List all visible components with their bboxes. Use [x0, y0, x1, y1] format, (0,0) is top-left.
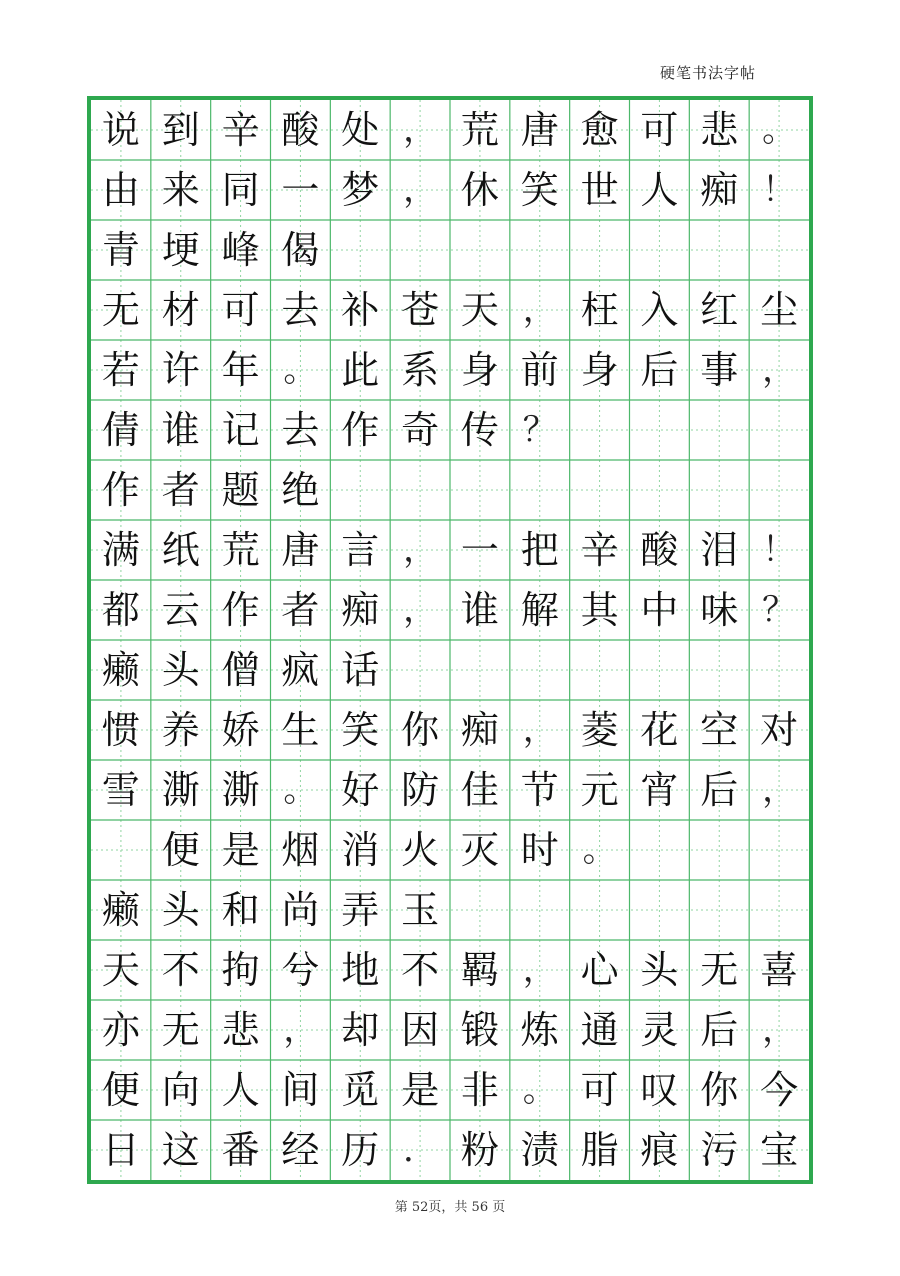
grid-character: 笑	[520, 168, 559, 212]
grid-character: 后	[700, 768, 739, 812]
grid-character: 非	[460, 1068, 499, 1112]
grid-character: 来	[161, 168, 200, 212]
copybook-line	[91, 400, 809, 460]
grid-character: 好	[341, 768, 380, 812]
grid-character: 便	[161, 828, 200, 872]
grid-character: 峰	[221, 228, 260, 272]
grid-cell-empty	[630, 640, 690, 700]
grid-cell-empty	[689, 460, 749, 520]
grid-character: 污	[700, 1128, 739, 1172]
grid-cell-empty	[91, 820, 151, 880]
grid-cell-empty	[390, 220, 450, 280]
grid-character: 澌	[221, 768, 260, 812]
grid-character: 是	[221, 828, 260, 872]
grid-character: 辛	[221, 108, 260, 152]
grid-cell-empty	[749, 640, 809, 700]
grid-character: 作	[221, 588, 260, 632]
grid-character: 羁	[460, 948, 499, 992]
grid-character: ？	[762, 590, 797, 630]
grid-cell-empty	[689, 820, 749, 880]
grid-character: 今	[760, 1068, 799, 1112]
grid-character: 疯	[281, 648, 320, 692]
grid-character: 泪	[700, 528, 739, 572]
grid-character: 叹	[640, 1068, 679, 1112]
grid-character: 。	[522, 1070, 557, 1110]
grid-character: 天	[101, 948, 140, 992]
grid-character: 谁	[460, 588, 499, 632]
grid-character: 向	[161, 1068, 200, 1112]
grid-cell-empty	[510, 880, 570, 940]
grid-character: 可	[640, 108, 679, 152]
grid-character: 言	[341, 528, 380, 572]
grid-character: 奇	[401, 408, 440, 452]
grid-character: 弄	[341, 888, 380, 932]
writing-grid	[87, 96, 813, 1184]
grid-character: 题	[221, 468, 260, 512]
grid-character: 若	[101, 348, 140, 392]
copybook-line	[91, 880, 809, 940]
grid-character: 枉	[580, 288, 619, 332]
grid-character: 粉	[460, 1128, 499, 1172]
grid-character: 不	[161, 948, 200, 992]
grid-character: 日	[101, 1128, 140, 1172]
grid-character: 间	[281, 1068, 320, 1112]
grid-character: 脂	[580, 1128, 619, 1172]
copybook-line	[91, 760, 809, 820]
grid-character: 入	[640, 288, 679, 332]
grid-character: ，	[403, 590, 438, 630]
grid-character: 后	[640, 348, 679, 392]
grid-character: 无	[161, 1008, 200, 1052]
grid-cell-empty	[570, 400, 630, 460]
grid-character: 偈	[281, 228, 320, 272]
grid-character: 中	[640, 588, 679, 632]
grid-character: 愈	[580, 108, 619, 152]
grid-character: 花	[640, 708, 679, 752]
grid-character: 你	[700, 1068, 739, 1112]
copybook-line	[91, 820, 809, 880]
grid-text-area	[91, 100, 809, 1180]
grid-cell-empty	[450, 640, 510, 700]
grid-character: 天	[460, 288, 499, 332]
grid-cell-empty	[510, 460, 570, 520]
grid-cell-empty	[630, 400, 690, 460]
grid-character: 处	[341, 108, 380, 152]
grid-character: 作	[341, 408, 380, 452]
grid-character: 你	[401, 708, 440, 752]
grid-cell-empty	[749, 820, 809, 880]
grid-character: 。	[762, 110, 797, 150]
grid-character: 把	[520, 528, 559, 572]
copybook-line	[91, 220, 809, 280]
grid-cell-empty	[390, 460, 450, 520]
copybook-line	[91, 520, 809, 580]
grid-character: 和	[221, 888, 260, 932]
grid-character: 倩	[101, 408, 140, 452]
grid-character: 酸	[281, 108, 320, 152]
grid-character: 养	[161, 708, 200, 752]
grid-character: 无	[700, 948, 739, 992]
copybook-line	[91, 460, 809, 520]
grid-character: 绝	[281, 468, 320, 512]
grid-character: ．	[403, 1130, 438, 1170]
grid-character: 身	[460, 348, 499, 392]
copybook-line	[91, 280, 809, 340]
copybook-line	[91, 1000, 809, 1060]
copybook-line	[91, 640, 809, 700]
grid-character: 头	[640, 948, 679, 992]
copybook-line	[91, 160, 809, 220]
grid-character: 埂	[161, 228, 200, 272]
grid-character: ，	[762, 1010, 797, 1050]
grid-character: 痴	[460, 708, 499, 752]
grid-character: 纸	[161, 528, 200, 572]
grid-character: 者	[281, 588, 320, 632]
grid-character: 辛	[580, 528, 619, 572]
grid-character: 头	[161, 888, 200, 932]
grid-character: 番	[221, 1128, 260, 1172]
grid-character: 笑	[341, 708, 380, 752]
grid-character: 由	[101, 168, 140, 212]
grid-cell-empty	[689, 640, 749, 700]
grid-cell-empty	[450, 460, 510, 520]
copybook-line	[91, 100, 809, 160]
grid-character: ，	[522, 290, 557, 330]
grid-character: 补	[341, 288, 380, 332]
grid-character: ，	[522, 710, 557, 750]
grid-character: 灭	[460, 828, 499, 872]
grid-character: 同	[221, 168, 260, 212]
grid-character: 不	[401, 948, 440, 992]
grid-cell-empty	[570, 460, 630, 520]
grid-character: 酸	[640, 528, 679, 572]
grid-character: 时	[520, 828, 559, 872]
grid-character: 年	[221, 348, 260, 392]
grid-character: 事	[700, 348, 739, 392]
grid-character: 谁	[161, 408, 200, 452]
grid-character: 材	[161, 288, 200, 332]
grid-character: ，	[283, 1010, 318, 1050]
grid-character: 。	[283, 770, 318, 810]
grid-character: 却	[341, 1008, 380, 1052]
grid-character: 宝	[760, 1128, 799, 1172]
grid-cell-empty	[450, 220, 510, 280]
grid-character: 此	[341, 348, 380, 392]
grid-cell-empty	[689, 880, 749, 940]
grid-character: 解	[520, 588, 559, 632]
grid-character: ，	[762, 350, 797, 390]
grid-character: 说	[101, 108, 140, 152]
grid-character: 拘	[221, 948, 260, 992]
grid-character: 癞	[101, 888, 140, 932]
grid-cell-empty	[390, 640, 450, 700]
grid-character: 锻	[460, 1008, 499, 1052]
copybook-line	[91, 700, 809, 760]
grid-character: 痴	[341, 588, 380, 632]
grid-character: 人	[640, 168, 679, 212]
grid-character: 荒	[460, 108, 499, 152]
grid-character: 空	[700, 708, 739, 752]
grid-character: 宵	[640, 768, 679, 812]
grid-character: 心	[580, 948, 619, 992]
grid-character: 灵	[640, 1008, 679, 1052]
grid-character: 苍	[401, 288, 440, 332]
grid-character: 许	[161, 348, 200, 392]
grid-character: 悲	[700, 108, 739, 152]
grid-character: 喜	[760, 948, 799, 992]
grid-cell-empty	[330, 460, 390, 520]
grid-character: 唐	[520, 108, 559, 152]
grid-character: 便	[101, 1068, 140, 1112]
grid-character: 澌	[161, 768, 200, 812]
grid-cell-empty	[630, 220, 690, 280]
grid-character: 惯	[101, 708, 140, 752]
grid-character: 唐	[281, 528, 320, 572]
grid-character: 元	[580, 768, 619, 812]
grid-character: 到	[161, 108, 200, 152]
grid-character: 后	[700, 1008, 739, 1052]
grid-character: 痕	[640, 1128, 679, 1172]
grid-character: 悲	[221, 1008, 260, 1052]
grid-cell-empty	[450, 880, 510, 940]
copybook-line	[91, 1120, 809, 1180]
grid-character: ，	[522, 950, 557, 990]
grid-cell-empty	[689, 220, 749, 280]
grid-character: 味	[700, 588, 739, 632]
grid-character: 世	[580, 168, 619, 212]
copybook-line	[91, 580, 809, 640]
grid-character: 觅	[341, 1068, 380, 1112]
grid-cell-empty	[749, 880, 809, 940]
grid-character: ！	[762, 530, 797, 570]
grid-character: 前	[520, 348, 559, 392]
grid-character: 满	[101, 528, 140, 572]
grid-character: 这	[161, 1128, 200, 1172]
grid-character: 对	[760, 708, 799, 752]
grid-character: 无	[101, 288, 140, 332]
grid-character: 癞	[101, 648, 140, 692]
grid-cell-empty	[630, 820, 690, 880]
grid-cell-empty	[749, 460, 809, 520]
grid-character: 节	[520, 768, 559, 812]
grid-cell-empty	[330, 220, 390, 280]
grid-character: 玉	[401, 888, 440, 932]
grid-character: 烟	[281, 828, 320, 872]
grid-character: ，	[403, 110, 438, 150]
grid-character: ，	[403, 530, 438, 570]
grid-character: 作	[101, 468, 140, 512]
grid-character: 梦	[341, 168, 380, 212]
grid-character: 火	[401, 828, 440, 872]
grid-character: ，	[762, 770, 797, 810]
grid-cell-empty	[570, 640, 630, 700]
grid-character: 者	[161, 468, 200, 512]
grid-character: 经	[281, 1128, 320, 1172]
grid-character: 云	[161, 588, 200, 632]
grid-character: 炼	[520, 1008, 559, 1052]
grid-character: 传	[460, 408, 499, 452]
grid-character: 消	[341, 828, 380, 872]
grid-character: 通	[580, 1008, 619, 1052]
grid-character: ！	[762, 170, 797, 210]
grid-character: ，	[403, 170, 438, 210]
grid-character: 。	[283, 350, 318, 390]
grid-character: 其	[580, 588, 619, 632]
grid-character: 休	[460, 168, 499, 212]
grid-character: 生	[281, 708, 320, 752]
grid-character: 一	[460, 528, 499, 572]
grid-cell-empty	[570, 880, 630, 940]
copybook-title: 硬笔书法字帖	[660, 64, 757, 82]
copybook-line	[91, 940, 809, 1000]
grid-character: 都	[101, 588, 140, 632]
grid-character: 可	[580, 1068, 619, 1112]
grid-character: 历	[341, 1128, 380, 1172]
grid-character: 地	[341, 948, 380, 992]
grid-character: 青	[101, 228, 140, 272]
page-number: 第 52页，共 56 页	[394, 1200, 506, 1215]
grid-character: 系	[401, 348, 440, 392]
grid-character: 僧	[221, 648, 260, 692]
grid-character: ？	[522, 410, 557, 450]
grid-character: 红	[700, 288, 739, 332]
grid-character: 去	[281, 288, 320, 332]
grid-cell-empty	[689, 400, 749, 460]
grid-character: 渍	[520, 1128, 559, 1172]
grid-character: 雪	[101, 768, 140, 812]
grid-cell-empty	[510, 220, 570, 280]
grid-character: 尘	[760, 288, 799, 332]
grid-character: 防	[401, 768, 440, 812]
grid-character: 是	[401, 1068, 440, 1112]
grid-cell-empty	[570, 220, 630, 280]
grid-character: 菱	[580, 708, 619, 752]
grid-character: 娇	[221, 708, 260, 752]
grid-character: 因	[401, 1008, 440, 1052]
grid-cell-empty	[630, 460, 690, 520]
grid-character: 身	[580, 348, 619, 392]
grid-character: 亦	[101, 1008, 140, 1052]
grid-character: 可	[221, 288, 260, 332]
copybook-line	[91, 340, 809, 400]
grid-cell-empty	[630, 880, 690, 940]
grid-character: 痴	[700, 168, 739, 212]
grid-character: 去	[281, 408, 320, 452]
grid-cell-empty	[749, 400, 809, 460]
grid-character: 佳	[460, 768, 499, 812]
grid-character: 头	[161, 648, 200, 692]
grid-character: 话	[341, 648, 380, 692]
copybook-line	[91, 1060, 809, 1120]
grid-character: 人	[221, 1068, 260, 1112]
grid-character: 尚	[281, 888, 320, 932]
grid-character: 。	[582, 830, 617, 870]
grid-character: 兮	[281, 948, 320, 992]
grid-cell-empty	[510, 640, 570, 700]
grid-character: 荒	[221, 528, 260, 572]
grid-cell-empty	[749, 220, 809, 280]
grid-character: 记	[221, 408, 260, 452]
grid-character: 一	[281, 168, 320, 212]
